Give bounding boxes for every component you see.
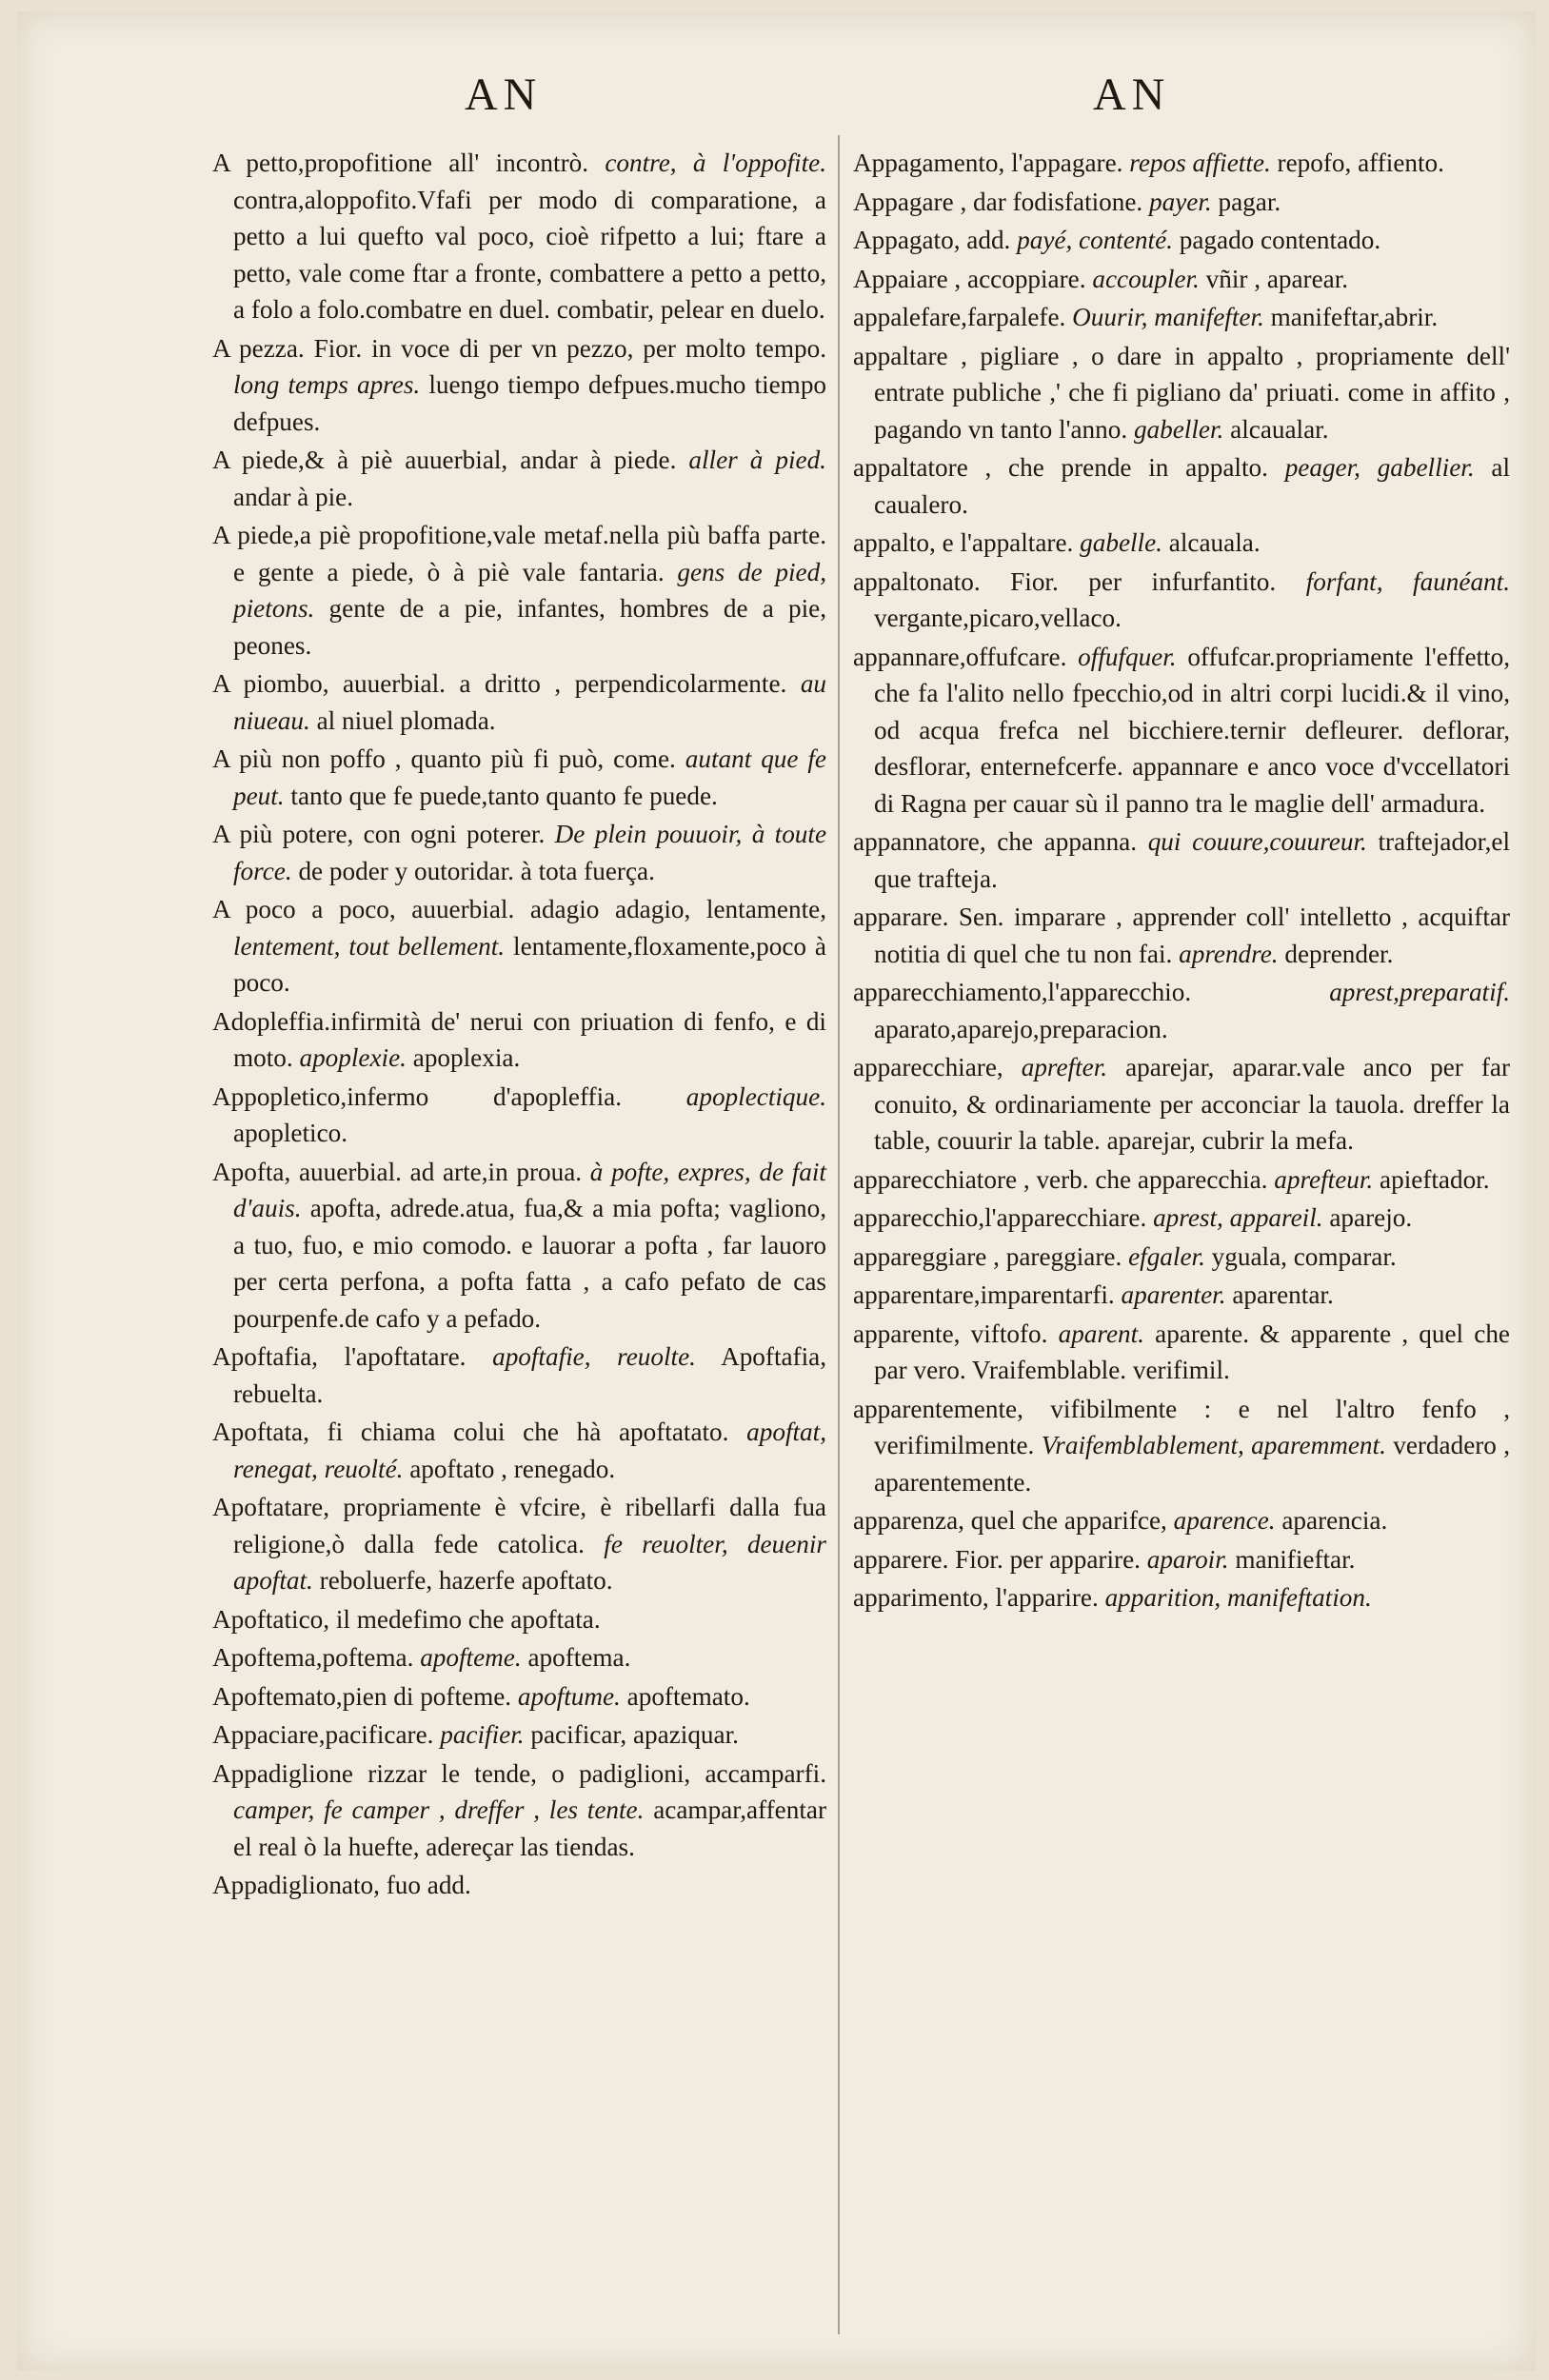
dictionary-entry [212,330,826,441]
dictionary-entry [212,1755,826,1866]
dictionary-entry [212,1678,826,1716]
dictionary-entry [853,261,1510,298]
dictionary-entry [853,564,1510,637]
entry-italian: apparenza, quel che apparifce, [853,1506,1167,1535]
entry-italian: appaltonato. Fior. per infurfantito. [853,566,1277,596]
entry-spanish: tanto que fe puede,tanto quanto fe puede. [290,781,718,810]
entry-spanish: apopletico. [233,1119,348,1147]
entry-italian: Apoftata, fi chiama colui che hà apoftatato. [212,1418,729,1446]
dictionary-entry [212,1414,826,1487]
entry-spanish: acampar,affentar el real ò la huefte, adereçar las tiendas. [233,1795,827,1861]
dictionary-entry [212,1003,826,1077]
dictionary-entry [853,184,1510,221]
entry-italian: Adopleffia.infirmità de' nerui con priuation di fenfo, e di moto. [212,1006,826,1072]
entry-italian: A piede,a piè propofitione,vale metaf.nella più baffa parte. e gente a piede, ò à piè vale fantaria. [212,521,826,586]
entry-french: aprendre. [1179,939,1279,968]
dictionary-entry [853,1277,1510,1314]
dictionary-entry [853,299,1510,336]
entry-french: long temps apres. [233,370,421,399]
entry-italian: A pezza. Fior. in voce di per vn pezzo, per molto tempo. [212,333,826,363]
entry-italian: apparecchiatore , verb. che apparecchia. [853,1164,1268,1194]
entry-french: apoplexie. [299,1043,407,1072]
entry-spanish: vñir , aparear. [1205,264,1349,293]
entry-french: gabeller. [1133,414,1224,444]
dictionary-entry [212,1601,826,1638]
entry-italian: apparare. Sen. imparare , apprender coll' intelletto , acquiftar notitia di quel che tu non fai. [853,902,1510,968]
entry-french: gens de pied, pietons. [233,557,826,623]
entry-spanish: al niuel plomada. [316,705,496,735]
dictionary-entry [853,899,1510,972]
entry-italian: appalto, e l'appaltare. [853,528,1074,557]
entry-italian: Appagare , dar fodisfatione. [853,187,1143,216]
entry-spanish: alcauala. [1168,528,1261,557]
dictionary-entry [853,1502,1510,1539]
entry-italian: Apoftemato,pien di pofteme. [212,1681,512,1711]
entry-italian: apparecchiamento,l'apparecchio. [853,978,1192,1006]
right-column [853,145,1510,1618]
entry-spanish: repofo, affiento. [1277,149,1444,177]
dictionary-entry [212,1639,826,1676]
entry-italian: appannare,offufcare. [853,642,1067,671]
entry-spanish: Apoftafia, rebuelta. [233,1342,827,1408]
entry-french: aprest, appareil. [1153,1203,1323,1232]
entry-french: aparence. [1173,1506,1276,1535]
entry-spanish: aparentar. [1232,1280,1334,1309]
entry-italian: apparentemente, vifibilmente : e nel l'altro fenfo , verifimilmente. [853,1394,1510,1459]
entry-spanish: luengo tiempo defpues.mucho tiempo defpues. [233,370,827,436]
entry-french: efgaler. [1128,1241,1205,1271]
entry-french: fe reuolter, deuenir apoftat. [233,1529,826,1595]
left-column [212,145,826,1906]
entry-spanish: traftejador,el que trafteja. [874,827,1511,893]
entry-italian: apparere. Fior. per apparire. [853,1544,1141,1574]
entry-spanish: pagado contentado. [1179,226,1381,254]
dictionary-entry [853,145,1510,182]
entry-italian: apparimento, l'apparire. [853,1583,1099,1612]
entry-french: contre, à l'oppofite. [605,149,827,177]
dictionary-entry [853,1239,1510,1276]
entry-french: autant que fe peut. [233,744,827,810]
dictionary-entry [212,1154,826,1338]
dictionary-entry [212,145,826,328]
entry-french: apparition, manifeftation. [1104,1583,1372,1612]
dictionary-entry [212,1489,826,1599]
entry-spanish: apofta, adrede.atua, fua,& a mia pofta; vagliono, a tuo, fuo, e mio comodo. e lauorar a pofta , far lauoro per certa perfona, a pofta fatta , a cafo pefato de cas pourpenfe.de cafo y a pefado. [233,1194,826,1333]
entry-spanish: deprender. [1284,939,1394,968]
entry-french: apoftume. [517,1681,621,1711]
entry-french: apoplectique. [685,1081,826,1111]
entry-spanish: apoftemato. [626,1681,750,1711]
dictionary-entry [212,442,826,515]
dictionary-entry [853,449,1510,523]
entry-italian: appannatore, che appanna. [853,827,1138,856]
entry-spanish: de poder y outoridar. à tota fuerça. [298,856,655,885]
entry-french: Ouurir, manifefter. [1072,303,1264,331]
entry-italian: apparecchio,l'apparecchiare. [853,1203,1147,1232]
entry-french: apofteme. [420,1643,522,1672]
entry-italian: Appagato, add. [853,226,1011,254]
entry-spanish: yguala, comparar. [1211,1241,1397,1271]
entry-spanish: aparencia. [1281,1506,1388,1535]
dictionary-entry [853,1579,1510,1616]
entry-spanish: aparejo. [1329,1203,1413,1232]
dictionary-entry [853,823,1510,897]
entry-spanish: pagar. [1218,187,1281,216]
dictionary-entry [212,1339,826,1412]
entry-french: Vraifemblablement, aparemment. [1041,1431,1386,1459]
entry-italian: Apoftema,poftema. [212,1643,414,1672]
entry-spanish: apoplexia. [412,1043,521,1072]
entry-french: aparenter. [1121,1280,1226,1309]
entry-spanish: pacificar, apaziquar. [530,1720,739,1749]
entry-french: à pofte, expres, de fait d'auis. [233,1157,826,1222]
dictionary-entry [853,1391,1510,1501]
entry-italian: appaltatore , che prende in appalto. [853,453,1268,482]
entry-french: gabelle. [1080,528,1162,557]
entry-french: aprest,preparatif. [1329,978,1510,1006]
dictionary-page [17,11,1536,2370]
entry-french: De plein pouuoir, à toute force. [233,820,827,885]
entry-italian: Appaciare,pacificare. [212,1720,434,1749]
entry-french: aparoir. [1146,1544,1229,1574]
entry-italian: A petto,propofitione all' incontrò. [212,149,589,177]
dictionary-entry [853,639,1510,823]
dictionary-entry [212,816,826,889]
entry-french: aprefteur. [1274,1164,1374,1194]
entry-italian: Appopletico,infermo d'apopleffia. [212,1081,623,1111]
entry-italian: Apoftatare, propriamente è vfcire, è ribellarfi dalla fua religione,ò dalla fede catolica. [212,1493,826,1558]
entry-french: payé, contenté. [1017,226,1173,254]
entry-italian: A piede,& à piè auuerbial, andar à piede. [212,446,677,474]
running-head-left: AN [465,69,543,120]
entry-french: lentement, tout bellement. [233,931,506,961]
entry-italian: Appadiglionato, fuo add. [212,1871,471,1899]
dictionary-entry [853,1200,1510,1237]
entry-italian: apparecchiare, [853,1053,1003,1081]
entry-french: apoftat, renegat, reuolté. [233,1418,826,1483]
entry-spanish: lentamente,floxamente,poco à poco. [233,931,826,997]
entry-spanish: vergante,picaro,vellaco. [874,604,1122,632]
entry-italian: Appadiglione rizzar le tende, o padiglioni, accamparfi. [212,1758,826,1788]
entry-italian: A poco a poco, auuerbial. adagio adagio, lentamente, [212,895,826,923]
entry-italian: Appaiare , accoppiare. [853,264,1086,293]
entry-french: aparent. [1058,1319,1144,1348]
entry-french: forfant, faunéant. [1305,566,1510,596]
dictionary-entry [853,338,1510,448]
entry-spanish: apieftador. [1380,1164,1490,1194]
entry-french: camper, fe camper , dreffer , les tente. [233,1795,645,1824]
entry-spanish: manifieftar. [1235,1544,1356,1574]
running-head-right: AN [1093,69,1171,120]
entry-italian: A più non poffo , quanto più fi può, come. [212,744,676,773]
entry-french: qui couure,couureur. [1147,827,1367,856]
entry-french: aller à pied. [688,446,826,474]
dictionary-entry [212,517,826,664]
entry-italian: Apofta, auuerbial. ad arte,in proua. [212,1157,583,1186]
dictionary-entry [212,741,826,814]
entry-spanish: al caualero. [874,453,1511,519]
entry-french: repos affiette. [1129,149,1271,177]
entry-italian: appalefare,farpalefe. [853,303,1066,331]
dictionary-entry [853,1316,1510,1389]
dictionary-entry [212,1716,826,1754]
entry-spanish: apoftato , renegado. [409,1454,616,1483]
dictionary-entry [212,891,826,1002]
entry-spanish: offufcar.propriamente l'effetto, che fa l'alito nello fpecchio,od in altri corpi lucidi.& il vino, od acqua frefca nel bicchiere.ternir defleurer. deflorar, desflorar, enternefcerfe. appannare e anco voce d'vccellatori di Ragna per cauar sù il panno tra le maglie dell' armadura. [874,642,1511,818]
dictionary-entry [853,1161,1510,1199]
entry-italian: Apoftafia, l'apoftatare. [212,1342,467,1371]
dictionary-entry [212,665,826,739]
entry-french: accoupler. [1092,264,1200,293]
entry-french: payer. [1149,187,1212,216]
entry-italian: Apoftatico, il medefimo che apoftata. [212,1604,601,1634]
entry-spanish: manifeftar,abrir. [1270,303,1439,331]
entry-italian: appaltare , pigliare , o dare in appalto , propriamente dell' entrate publiche ,' che fi pigliano da' priuati. come in affito , pagando vn tanto l'anno. [853,341,1510,444]
entry-french: pacifier. [440,1720,525,1749]
entry-spanish: verdadero , aparentemente. [874,1431,1511,1497]
entry-french: aprefter. [1021,1053,1108,1081]
entry-spanish: andar à pie. [233,482,354,511]
entry-italian: A piombo, auuerbial. a dritto , perpendicolarmente. [212,669,787,698]
dictionary-entry [853,1049,1510,1160]
entry-spanish: alcaualar. [1230,414,1329,444]
entry-french: apoftafie, reuolte. [492,1342,696,1371]
column-divider [838,135,840,2334]
dictionary-entry [853,1541,1510,1578]
entry-italian: apparente, viftofo. [853,1319,1048,1348]
entry-spanish: aparejar, aparar.vale anco per far conuito, & ordinariamente per acconciar la tauola. dreffer la table, couurir la table. aparejar, cubrir la mefa. [874,1053,1511,1155]
entry-spanish: contra,aloppofito.Vfafi per modo di comparatione, a petto a lui quefto val poco, cioè rifpetto a lui; ftare a petto, vale come ftar a fronte, combattere a petto a petto, a folo a folo.combatre en duel. combatir, pelear en duelo. [233,185,826,324]
dictionary-entry [853,525,1510,562]
dictionary-entry [853,222,1510,259]
entry-french: offufquer. [1078,642,1177,671]
dictionary-entry [853,974,1510,1047]
entry-italian: appareggiare , pareggiare. [853,1241,1122,1271]
entry-spanish: reboluerfe, hazerfe apoftato. [319,1566,613,1595]
entry-french: au niueau. [233,669,827,735]
entry-italian: Appagamento, l'appagare. [853,149,1123,177]
dictionary-entry [212,1079,826,1152]
entry-italian: apparentare,imparentarfi. [853,1280,1115,1309]
entry-french: peager, gabellier. [1284,453,1475,482]
dictionary-entry [212,1867,826,1904]
entry-italian: A più potere, con ogni poterer. [212,820,546,848]
entry-spanish: apoftema. [527,1643,631,1672]
entry-spanish: aparato,aparejo,preparacion. [874,1014,1168,1043]
entry-spanish: aparente. & apparente , quel che par vero. Vraifemblable. verifimil. [874,1319,1510,1384]
entry-spanish: gente de a pie, infantes, hombres de a pie, peones. [233,594,827,660]
